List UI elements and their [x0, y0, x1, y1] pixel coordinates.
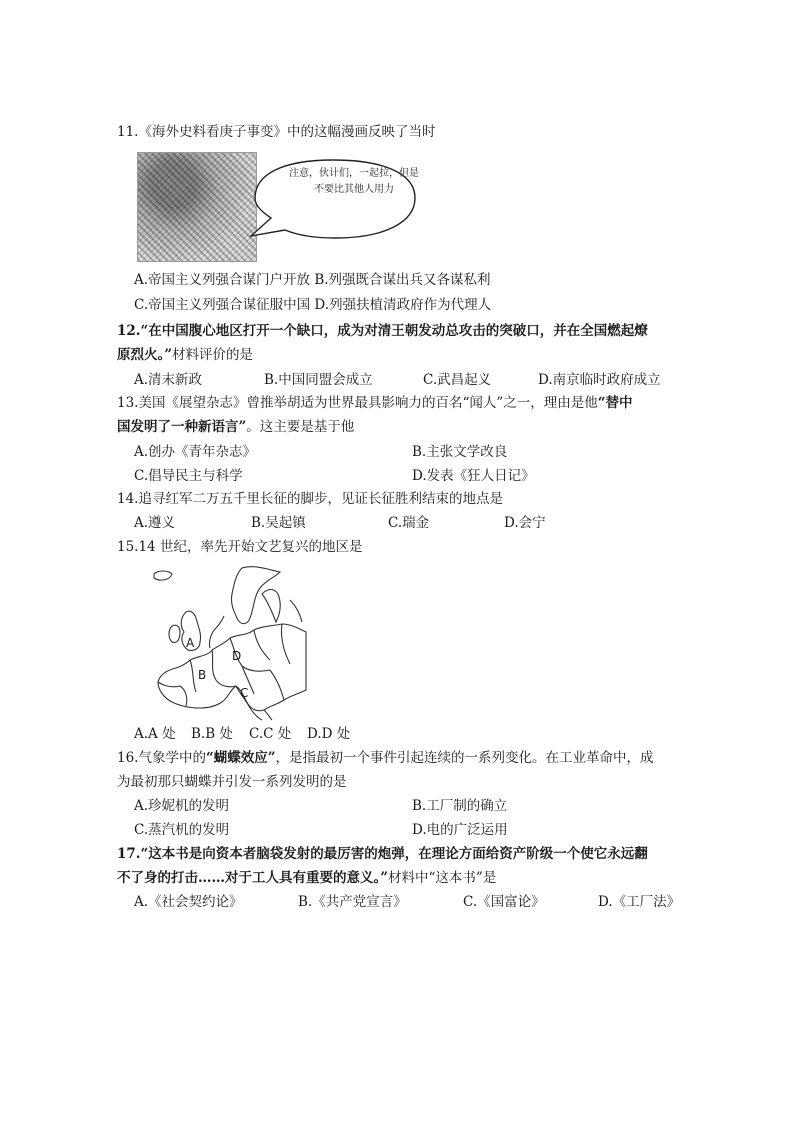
- q14-option-c[interactable]: C.瑞金: [388, 515, 430, 531]
- q17-option-c[interactable]: C.《国富论》: [463, 894, 545, 910]
- q15-option-b[interactable]: B.B 处: [191, 726, 233, 742]
- q15-option-a[interactable]: A.A 处: [134, 726, 176, 742]
- q12-stem-quote-end: 原烈火。”: [117, 347, 173, 363]
- q14-stem: 14.追寻红军二万五千里长征的脚步，见证长征胜利结束的地点是: [117, 491, 503, 507]
- q17-option-a[interactable]: A.《社会契约论》: [134, 894, 243, 910]
- q14-option-b[interactable]: B.吴起镇: [251, 515, 306, 531]
- q13-stem-rest: 。这主要是基于他: [246, 419, 355, 435]
- q16-stem-start: 16.气象学中的: [117, 750, 206, 766]
- q12-option-b[interactable]: B.中国同盟会成立: [264, 372, 373, 388]
- q16-stem-rest: ，是指最初一个事件引起连续的一系列变化。在工业革命中，成: [275, 750, 654, 766]
- q17-stem-rest: 材料中“这本书”是: [388, 870, 497, 886]
- q15-option-c[interactable]: C.C 处: [249, 726, 292, 742]
- q14-option-a[interactable]: A.遵义: [134, 515, 176, 531]
- q12-option-a[interactable]: A.清末新政: [134, 372, 203, 388]
- q17-stem-quote-end: 不了身的打击……对于工人具有重要的意义。”: [117, 870, 389, 886]
- q15-option-d[interactable]: D.D 处: [307, 726, 351, 742]
- q13-stem-start: 13.美国《展望杂志》曾推举胡适为世界最具影响力的百名“闻人”之一，理由是他: [117, 395, 598, 411]
- q17-stem-line2: [117, 868, 496, 888]
- q16-option-b[interactable]: B.工厂制的确立: [412, 798, 508, 814]
- q16-option-d[interactable]: D.电的广泛运用: [412, 822, 508, 838]
- q12-stem-line2: [117, 345, 253, 365]
- q11-option-row-1[interactable]: A.帝国主义列强合谋门户开放 B.列强既合谋出兵又各谋私利: [134, 272, 491, 288]
- q13-stem-quote: 国发明了一种新语言”: [117, 419, 247, 435]
- q13-option-a[interactable]: A.创办《青年杂志》: [134, 444, 257, 460]
- q12-option-c[interactable]: C.武昌起义: [423, 372, 492, 388]
- q13-stem-line2: [117, 417, 354, 437]
- q11-cartoon: [137, 152, 419, 260]
- europe-map-outline: [150, 560, 310, 722]
- map-label-d: D: [232, 649, 242, 663]
- q16-option-a[interactable]: A.珍妮机的发明: [134, 798, 230, 814]
- q13-option-d[interactable]: D.发表《狂人日记》: [412, 468, 535, 484]
- q14-option-d[interactable]: D.会宁: [504, 515, 546, 531]
- q16-option-c[interactable]: C.蒸汽机的发明: [134, 822, 230, 838]
- q16-stem-line2: 为最初那只蝴蝶并引发一系列发明的是: [117, 774, 347, 790]
- q15-stem: 15.14 世纪，率先开始文艺复兴的地区是: [117, 539, 363, 555]
- q13-stem: [117, 393, 633, 413]
- q17-option-b[interactable]: B.《共产党宣言》: [298, 894, 407, 910]
- cartoon-illustration: [137, 152, 257, 262]
- q13-stem-quote-start: “替中: [597, 395, 633, 411]
- q13-option-c[interactable]: C.倡导民主与科学: [134, 468, 243, 484]
- bubble-text: 注意，伙计们，一起拉，但是不要比其他人用力: [289, 168, 419, 195]
- q17-stem: 17.“这本书是向资本者脑袋发射的最厉害的炮弹，在理论方面给资产阶级一个使它永远翻: [117, 846, 648, 862]
- q16-stem: [117, 748, 654, 768]
- map-label-b: B: [198, 668, 207, 682]
- q16-stem-bold: “蝴蝶效应”: [205, 750, 276, 766]
- europe-map: [150, 560, 310, 722]
- q13-option-b[interactable]: B.主张文学改良: [412, 444, 508, 460]
- q12-stem: 12.“在中国腹心地区打开一个缺口，成为对清王朝发动总攻击的突破口，并在全国燃起燎: [117, 323, 648, 339]
- q12-stem-rest: 材料评价的是: [172, 347, 254, 363]
- map-label-a: A: [186, 636, 195, 650]
- q17-option-d[interactable]: D.《工厂法》: [598, 894, 681, 910]
- q11-stem: 11.《海外史料看庚子事变》中的这幅漫画反映了当时: [117, 124, 436, 140]
- q12-option-d[interactable]: D.南京临时政府成立: [538, 372, 661, 388]
- q11-option-row-2[interactable]: C.帝国主义列强合谋征服中国 D.列强扶植清政府作为代理人: [134, 297, 492, 313]
- map-label-c: C: [240, 686, 249, 700]
